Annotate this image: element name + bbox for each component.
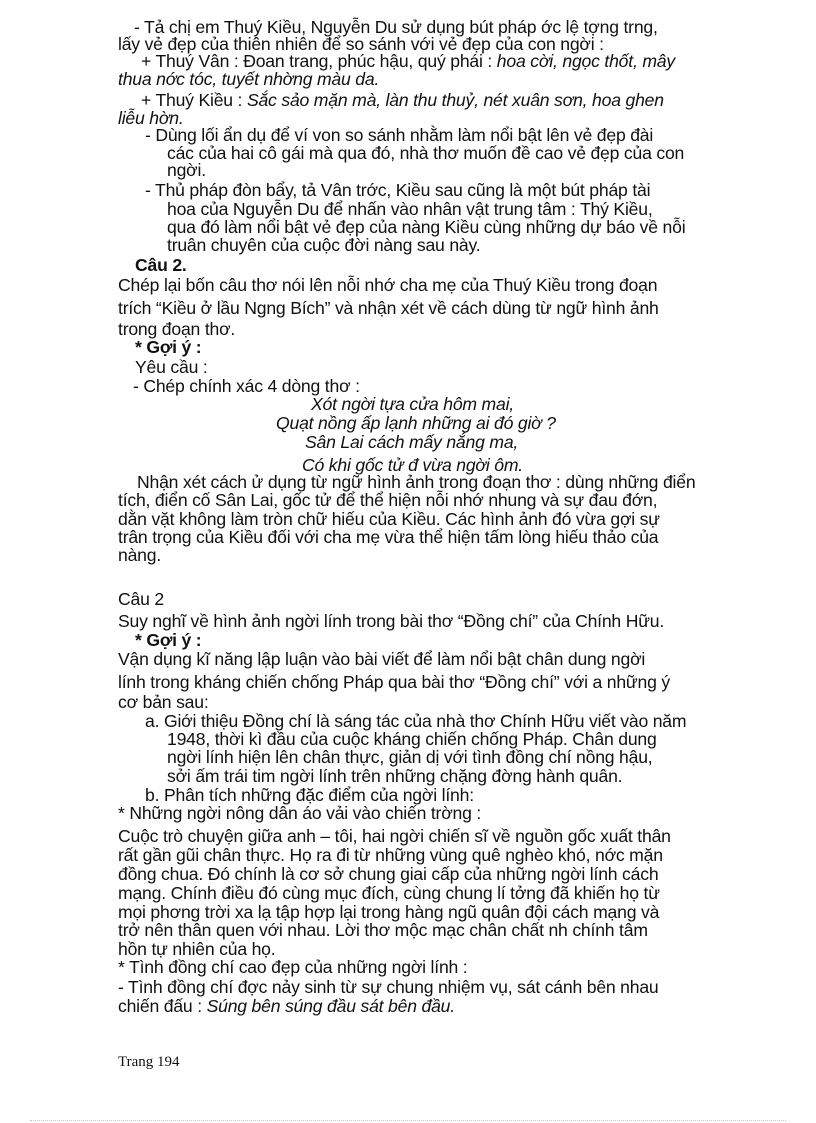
text-line: thua nớc tóc, tuyết nhờng màu da. bbox=[118, 69, 380, 89]
text-line: - Tả chị em Thuý Kiều, Nguyễn Du sử dụng bút pháp ớc lệ tợng trng, bbox=[134, 17, 658, 37]
text-line: trích “Kiều ở lầu Ngng Bích” và nhận xét về cách dùng từ ngữ hình ảnh bbox=[118, 298, 659, 318]
text-line: ngời. bbox=[167, 160, 206, 180]
text-line: 1948, thời kì đầu của cuộc kháng chiến chống Pháp. Chân dung bbox=[167, 729, 657, 749]
page-edge-divider bbox=[30, 1120, 786, 1121]
poem-line: Sân Lai cách mấy nắng ma, bbox=[305, 432, 519, 452]
text-line: tích, điển cố Sân Lai, gốc tử để thể hiện nỗi nhớ nhung và sự đau đớn, bbox=[118, 490, 658, 510]
text-line: nàng. bbox=[118, 545, 162, 565]
section-heading: Câu 2. bbox=[135, 255, 187, 275]
hint-heading: * Gợi ý : bbox=[135, 630, 202, 650]
text-line: Vận dụng kĩ năng lập luận vào bài viết để làm nổi bật chân dung ngời bbox=[118, 649, 646, 669]
text-line: ngời lính hiện lên chân thực, giản dị với tình đồng chí nồng hậu, bbox=[167, 747, 653, 767]
text-line: * Những ngời nông dân áo vải vào chiến trờng : bbox=[118, 803, 482, 823]
text-line: trở nên thân quen với nhau. Lời thơ mộc mạc chân chất nh chính tâm bbox=[118, 920, 648, 940]
poem-line: Xót ngời tựa cửa hôm mai, bbox=[311, 394, 514, 414]
text-line: Cuộc trò chuyện giữa anh – tôi, hai ngời chiến sĩ về nguồn gốc xuất thân bbox=[118, 826, 671, 846]
list-item: b. Phân tích những đặc điểm của ngời lính: bbox=[145, 785, 474, 805]
section-heading: Câu 2 bbox=[118, 589, 164, 609]
text-line: trân trọng của Kiều đối với cha mẹ vừa thể hiện tấm lòng hiếu thảo của bbox=[118, 527, 659, 547]
text-line: Yêu cầu : bbox=[135, 357, 208, 377]
text-line: truân chuyên của cuộc đời nàng sau này. bbox=[167, 235, 481, 255]
text-line: + Thuý Vân : Đoan trang, phúc hậu, quý phái : hoa cời, ngọc thốt, mây bbox=[141, 51, 675, 71]
text-line: các của hai cô gái mà qua đó, nhà thơ muốn đề cao vẻ đẹp của con bbox=[167, 143, 685, 163]
list-item: a. Giới thiệu Đồng chí là sáng tác của nhà thơ Chính Hữu viết vào năm bbox=[145, 711, 687, 731]
text-line: sởi ấm trái tim ngời lính trên những chặng đờng hành quân. bbox=[167, 766, 623, 786]
text-line: hoa của Nguyễn Du để nhấn vào nhân vật trung tâm : Thý Kiều, bbox=[167, 199, 653, 219]
text-line: mạng. Chính điều đó cùng mục đích, cùng chung lí tởng đã khiến họ từ bbox=[118, 883, 660, 903]
poem-line: Có khi gốc tử đ vừa ngời ôm. bbox=[302, 455, 523, 475]
text-line: rất gần gũi chân thực. Họ ra đi từ những vùng quê nghèo khó, nớc mặn bbox=[118, 845, 663, 865]
text-line: + Thuý Kiều : Sắc sảo mặn mà, làn thu thuỷ, nét xuân sơn, hoa ghen bbox=[141, 90, 664, 110]
text-line: Chép lại bốn câu thơ nói lên nỗi nhớ cha mẹ của Thuý Kiều trong đoạn bbox=[118, 275, 658, 295]
list-item: - Thủ pháp đòn bẩy, tả Vân trớc, Kiều sau cũng là một bút pháp tài bbox=[145, 180, 651, 200]
text-line: cơ bản sau: bbox=[118, 692, 209, 712]
text-line: trong đoạn thơ. bbox=[118, 319, 236, 339]
text-line: Nhận xét cách ử dụng từ ngữ hình ảnh trong đoạn thơ : dùng những điển bbox=[137, 472, 696, 492]
text-line: liễu hờn. bbox=[118, 108, 184, 128]
poem-line: Quạt nồng ấp lạnh những ai đó giờ ? bbox=[276, 413, 556, 433]
text-line: chiến đấu : Súng bên súng đầu sát bên đầu. bbox=[118, 996, 455, 1016]
text-line: * Tình đồng chí cao đẹp của những ngời lính : bbox=[118, 957, 468, 977]
text-line: qua đó làm nổi bật vẻ đẹp của nàng Kiều cùng những dự báo về nỗi bbox=[167, 217, 686, 237]
text-line: đồng chua. Đó chính là cơ sở chung giai cấp của những ngời lính cách bbox=[118, 864, 659, 884]
text-line: - Tình đồng chí đợc nảy sinh từ sự chung nhiệm vụ, sát cánh bên nhau bbox=[118, 977, 659, 997]
text-line: lính trong kháng chiến chống Pháp qua bài thơ “Đồng chí” với a những ý bbox=[118, 672, 670, 692]
text-line: dằn vặt không làm tròn chữ hiếu của Kiều. Các hình ảnh đó vừa gợi sự bbox=[118, 509, 660, 529]
text-line: mọi phơng trời xa lạ tập hợp lại trong hàng ngũ quân đội cách mạng và bbox=[118, 902, 660, 922]
text-line: - Chép chính xác 4 dòng thơ : bbox=[133, 376, 360, 396]
text-line: lấy vẻ đẹp của thiên nhiên để so sánh với vẻ đẹp của con ngời : bbox=[118, 34, 604, 54]
text-line: Suy nghĩ về hình ảnh ngời lính trong bài thơ “Đồng chí” của Chính Hữu. bbox=[118, 611, 665, 631]
page-number: Trang 194 bbox=[118, 1054, 180, 1070]
hint-heading: * Gợi ý : bbox=[135, 337, 202, 357]
list-item: - Dùng lối ẩn dụ để ví von so sánh nhằm làm nổi bật lên vẻ đẹp đài bbox=[145, 125, 654, 145]
text-line: hồn tự nhiên của họ. bbox=[118, 939, 276, 959]
